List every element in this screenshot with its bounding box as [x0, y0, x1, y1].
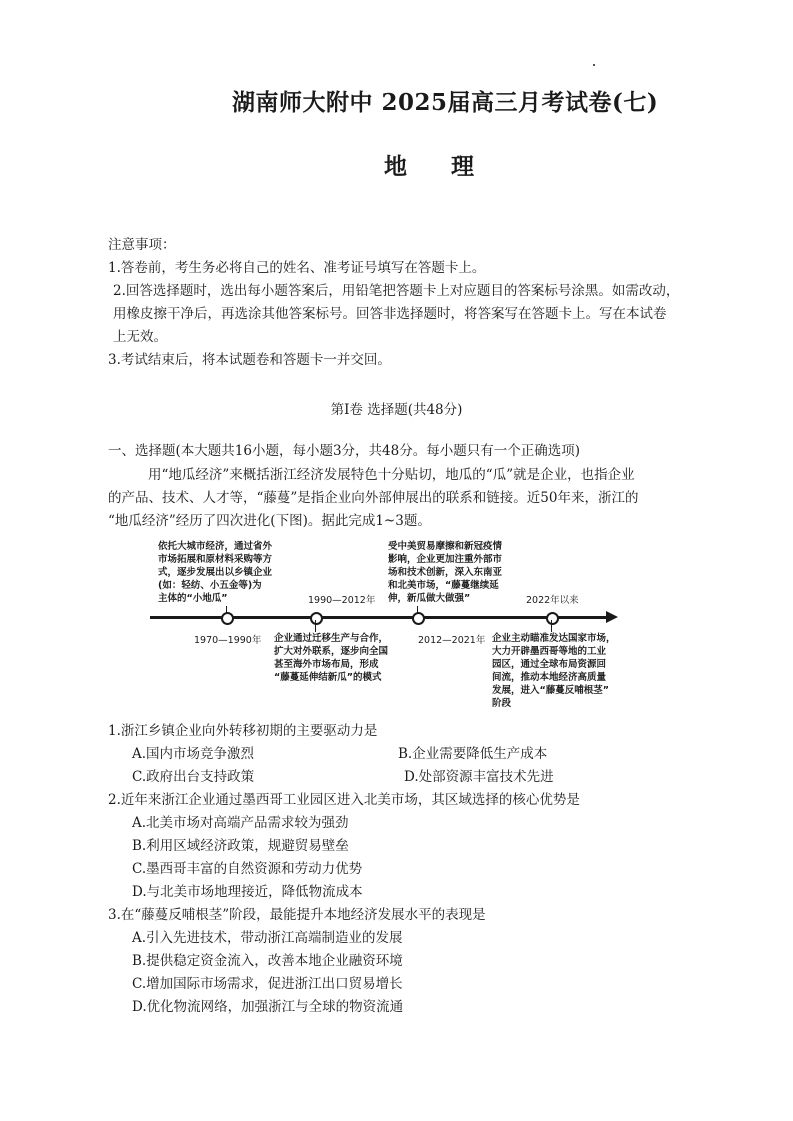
section-title: 第Ⅰ卷 选择题(共48分)	[330, 402, 463, 418]
question-2-option-b[interactable]: B.利用区域经济政策，规避贸易壁垒	[132, 838, 349, 854]
timeline-arrow-icon	[606, 611, 618, 623]
passage-line: 用“地瓜经济”来概括浙江经济发展特色十分贴切，地瓜的“瓜”就是企业，也指企业	[148, 467, 635, 483]
question-3-option-b[interactable]: B.提供稳定资金流入，改善本地企业融资环境	[132, 953, 403, 969]
timeline-node	[221, 612, 234, 625]
part-heading: 一、选择题(本大题共16小题，每小题3分，共48分。每小题只有一个正确选项)	[108, 443, 580, 459]
question-2-option-a[interactable]: A.北美市场对高端产品需求较为强劲	[132, 815, 349, 831]
stage-3-description: 受中美贸易摩擦和新冠疫情 影响，企业更加注重外部市 场和技术创新，深入东南亚 和北美市场，“藤蔓继续延 伸，新瓜做大做强”	[388, 541, 503, 604]
stage-1-description: 依托大城市经济，通过省外 市场拓展和原材料采购等方 式，逐步发展出以乡镇企业 (如：轻纺、小五金等)为 主体的“小地瓜”	[158, 541, 273, 604]
timeline-axis	[150, 616, 612, 619]
question-1-option-a[interactable]: A.国内市场竞争激烈	[132, 746, 255, 762]
notice-block	[108, 234, 698, 372]
timeline-stem	[226, 606, 227, 614]
stage-2-period: 1990—2012年	[308, 595, 376, 606]
evolution-timeline-figure	[150, 540, 640, 710]
notice-line: 用橡皮擦干净后，再选涂其他答案标号。回答非选择题时，将答案写在答题卡上。写在本试卷	[113, 306, 667, 322]
exam-title: 湖南师大附中 2025届高三月考试卷(七)	[232, 89, 659, 116]
stage-2-description: 企业通过迁移生产与合作， 扩大对外联系，逐步向全国 甚至海外市场布局，形成 “藤蔓延伸结新瓜”的模式	[274, 633, 389, 683]
passage-line: 的产品、技术、人才等，“藤蔓”是指企业向外部伸展出的联系和链接。近50年来，浙江的	[108, 490, 639, 506]
question-2-option-d[interactable]: D.与北美市场地理接近，降低物流成本	[132, 884, 363, 900]
question-1-option-d[interactable]: D.处部资源丰富技术先进	[404, 769, 554, 785]
question-3-stem: 3.在“藤蔓反哺根茎”阶段，最能提升本地经济发展水平的表现是	[108, 907, 486, 923]
exam-subject: 地理	[384, 153, 518, 180]
notice-line: 2.回答选择题时，选出每小题答案后，用铅笔把答题卡上对应题目的答案标号涂黑。如需改动，	[113, 283, 680, 299]
question-1-option-c[interactable]: C.政府出台支持政策	[132, 769, 255, 785]
question-2-stem: 2.近年来浙江企业通过墨西哥工业园区进入北美市场，其区域选择的核心优势是	[108, 792, 580, 808]
stage-4-period: 2022年以来	[526, 595, 579, 606]
question-list	[108, 720, 708, 1019]
scan-speck	[593, 64, 595, 66]
question-2-option-c[interactable]: C.墨西哥丰富的自然资源和劳动力优势	[132, 861, 363, 877]
notice-line: 1.答卷前，考生务必将自己的姓名、准考证号填写在答题卡上。	[108, 260, 486, 276]
notice-heading: 注意事项：	[108, 237, 176, 253]
question-3-option-c[interactable]: C.增加国际市场需求，促进浙江出口贸易增长	[132, 976, 403, 992]
notice-line: 上无效。	[113, 329, 167, 345]
stage-1-period: 1970—1990年	[194, 635, 262, 646]
question-3-option-d[interactable]: D.优化物流网络，加强浙江与全球的物资流通	[132, 999, 404, 1015]
stage-4-description: 企业主动瞄准发达国家市场， 大力开辟墨西哥等地的工业 园区，通过全球布局资源回 间流，推动本地经济高质量 发展，进入“藤蔓反哺根茎” 阶段	[492, 633, 616, 709]
timeline-stem	[551, 620, 552, 632]
question-1-option-b[interactable]: B.企业需要降低生产成本	[398, 746, 548, 762]
timeline-node	[310, 612, 323, 625]
timeline-stem	[417, 606, 418, 614]
passage	[108, 464, 698, 533]
timeline-node	[546, 612, 559, 625]
question-1-options-row	[108, 743, 708, 766]
question-1-options-row	[108, 766, 708, 789]
timeline-stem	[315, 620, 316, 632]
stage-3-period: 2012—2021年	[418, 635, 486, 646]
question-3-option-a[interactable]: A.引入先进技术，带动浙江高端制造业的发展	[132, 930, 403, 946]
timeline-node	[412, 612, 425, 625]
question-1-stem: 1.浙江乡镇企业向外转移初期的主要驱动力是	[108, 723, 378, 739]
passage-line: “地瓜经济”经历了四次进化(下图)。据此完成1~3题。	[108, 513, 431, 529]
notice-line: 3.考试结束后，将本试题卷和答题卡一并交回。	[108, 352, 391, 368]
